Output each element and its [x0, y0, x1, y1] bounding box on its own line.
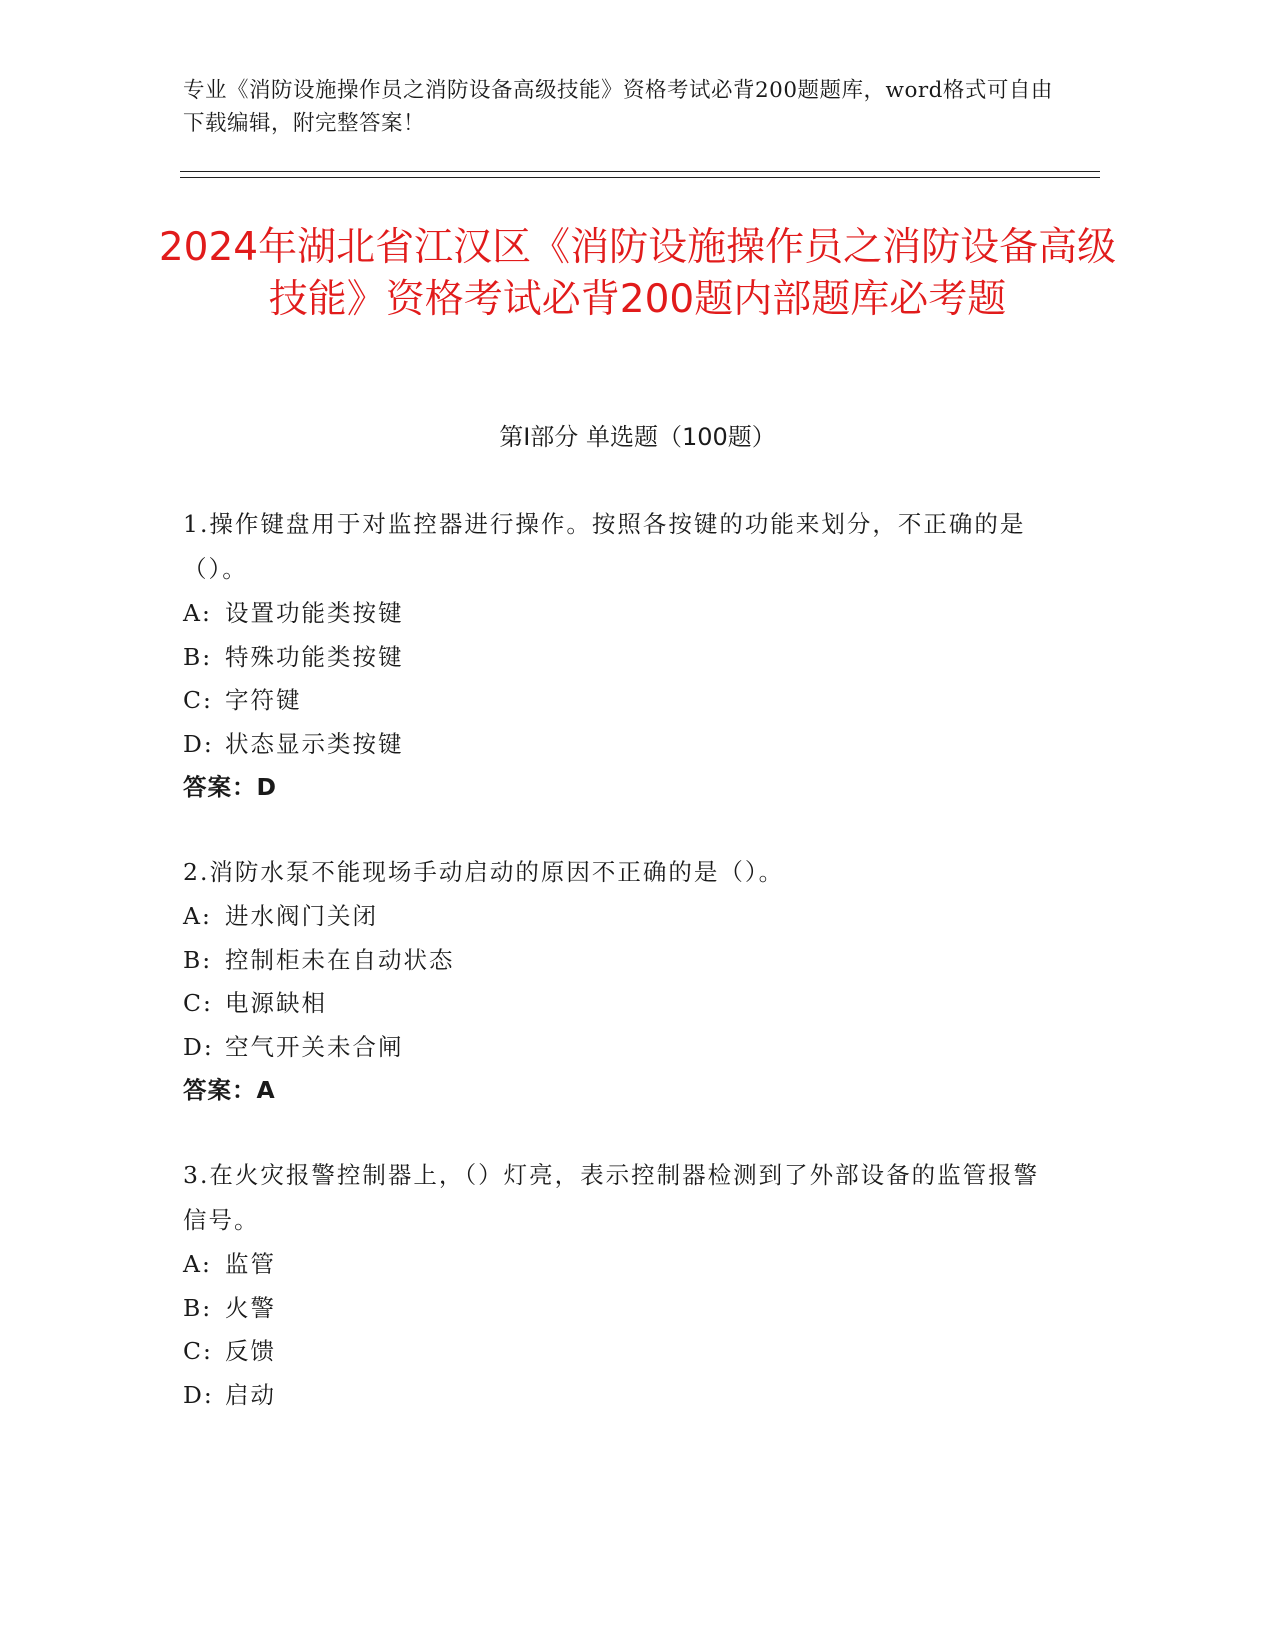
option-text: 字符键	[225, 686, 302, 714]
option-text: 控制柜未在自动状态	[225, 945, 455, 974]
option-c	[183, 982, 1063, 1026]
option-text: 进水阀门关闭	[225, 902, 378, 930]
option-text: 特殊功能类按键	[225, 642, 404, 671]
option-letter: D:	[183, 1380, 214, 1409]
option-text: 火警	[225, 1293, 276, 1322]
option-letter: C:	[183, 1337, 213, 1365]
header-divider-top	[180, 171, 1100, 172]
option-text: 启动	[225, 1380, 276, 1409]
option-d	[183, 723, 1063, 767]
option-c	[183, 1330, 1063, 1374]
answer-line: 答案：A	[183, 1076, 276, 1104]
option-d	[183, 1026, 1063, 1070]
header-divider-bottom	[180, 177, 1100, 178]
option-letter: A:	[183, 599, 212, 627]
option-text: 电源缺相	[225, 989, 327, 1017]
option-letter: B:	[183, 642, 213, 671]
option-text: 反馈	[225, 1337, 276, 1365]
option-letter: A:	[183, 902, 212, 930]
option-b	[183, 636, 1063, 680]
question-stem: 3.在火灾报警控制器上，（）灯亮，表示控制器检测到了外部设备的监管报警信号。	[183, 1161, 1040, 1234]
option-letter: C:	[183, 989, 213, 1017]
answer-line: 答案：D	[183, 773, 278, 801]
question-1	[183, 502, 1063, 810]
option-letter: D:	[183, 729, 214, 758]
option-a	[183, 895, 1063, 939]
question-2	[183, 850, 1063, 1113]
option-letter: B:	[183, 945, 213, 974]
question-3	[183, 1153, 1063, 1417]
option-letter: A:	[183, 1250, 212, 1278]
document-title: 2024年湖北省江汉区《消防设施操作员之消防设备高级技能》资格考试必背200题内部题库必考题	[158, 225, 1117, 322]
option-text: 监管	[225, 1250, 276, 1278]
option-d	[183, 1374, 1063, 1418]
option-text: 设置功能类按键	[225, 599, 404, 627]
question-stem: 2.消防水泵不能现场手动启动的原因不正确的是（）。	[183, 858, 785, 886]
option-a	[183, 1243, 1063, 1287]
option-letter: C:	[183, 686, 213, 714]
option-a	[183, 592, 1063, 636]
section-heading: 第I部分 单选题（100题）	[499, 423, 776, 451]
option-b	[183, 1287, 1063, 1331]
option-text: 空气开关未合闸	[225, 1032, 404, 1061]
question-stem: 1.操作键盘用于对监控器进行操作。按照各按键的功能来划分，不正确的是（）。	[183, 510, 1026, 583]
option-b	[183, 939, 1063, 983]
header-note: 专业《消防设施操作员之消防设备高级技能》资格考试必背200题题库，word格式可自由下载编辑，附完整答案！	[183, 78, 1053, 136]
option-letter: B:	[183, 1293, 213, 1322]
option-letter: D:	[183, 1032, 214, 1061]
option-c	[183, 679, 1063, 723]
option-text: 状态显示类按键	[225, 729, 404, 758]
